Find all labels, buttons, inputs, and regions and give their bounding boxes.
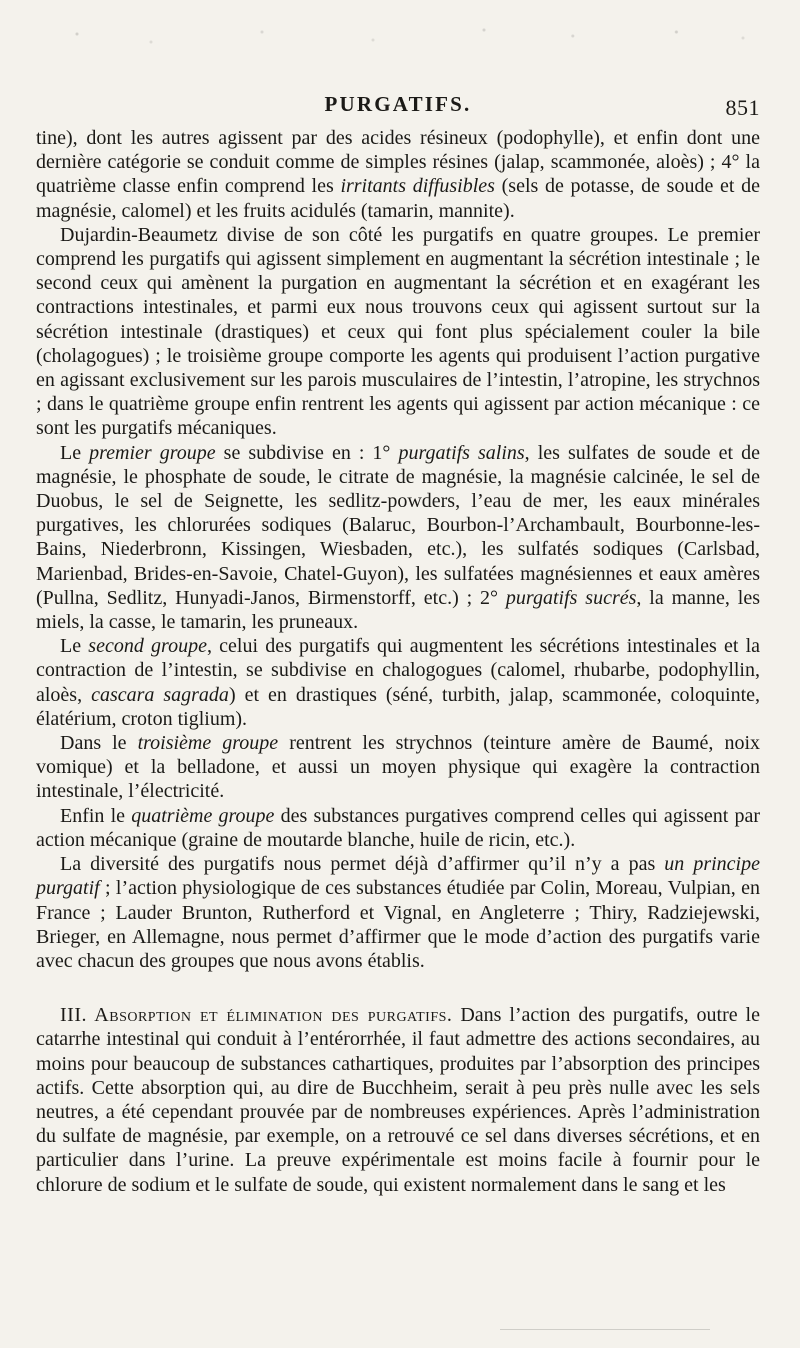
paragraph-first-group — [36, 441, 760, 635]
paragraph-text: Le — [60, 441, 90, 464]
running-title: PURGATIFS. — [324, 92, 472, 116]
paragraph-second-group — [36, 634, 760, 731]
paragraph-text: , la manne, les miels, la casse, le tamarin, les pruneaux. — [36, 586, 760, 634]
paragraph-text: Dans le — [60, 732, 138, 755]
page-header — [36, 92, 760, 122]
scan-footer-mark — [500, 1329, 710, 1332]
italic-term: irritants diffusibles — [340, 175, 495, 198]
italic-term: cascara sagrada — [91, 683, 229, 706]
paragraph-text: Le — [60, 635, 89, 658]
italic-term: un principe purgatif — [36, 853, 760, 900]
paragraph-text: Enfin le — [60, 804, 132, 827]
paragraph-text: rentrent les strychnos (teinture amère de Baumé, noix vomique) et la belladone, et aussi un moyen physique qui exagère la contraction intestinale, l’électricité. — [36, 732, 760, 803]
paragraph-text: La diversité des purgatifs nous permet déjà d’affirmer qu’il n’y a pas — [60, 853, 665, 876]
paragraph-absorption — [36, 1003, 760, 1197]
body-text — [36, 126, 760, 1197]
italic-term: quatrième groupe — [131, 804, 275, 827]
italic-term: second groupe — [88, 635, 207, 658]
paragraph-text: Dans l’action des purgatifs, outre le catarrhe intestinal qui conduit à l’entérorrhée, il faut admettre des actions secondaires, au moins pour beaucoup de substances cathartiques, produites par l’absorption des principes actifs. Cette absorption qui, au dire de Bucchheim, serait à peu près nulle avec les sels neutres, a été cependant prouvée par de nombreuses expériences. Après l’administration du sulfate de magnésie, par exemple, on a retrouvé ce sel dans diverses sécrétions, et en particulier dans l’urine. La preuve expérimentale est moins facile à fournir pour le chlorure de sodium et le sulfate de soude, qui existent normalement dans le sang et les — [36, 1004, 760, 1196]
page-number: 851 — [725, 95, 760, 120]
paragraph-text: ) et en drastiques (séné, turbith, jalap, scammonée, coloquinte, élatérium, croton tiglium). — [36, 683, 760, 730]
paragraph-text: se subdivise en : 1° — [215, 441, 399, 464]
paragraph-diversity — [36, 852, 760, 973]
scan-noise — [40, 18, 780, 58]
paragraph-text: des substances purgatives comprend celles qui agissent par action mécanique (graine de moutarde blanche, huile de ricin, etc.). — [36, 804, 761, 851]
paragraph-continuation — [36, 126, 760, 223]
paragraph-text: , les sulfates de soude et de magnésie, le phosphate de soude, le citrate de magnésie, la magnésie calcinée, le sel de Duobus, le sel de Seignette, les sedlitz-powders, l’eau de mer, les eaux minérales purgatives, les chlorurées sodiques (Balaruc, Bourbon-l’Archambault, Bourbonne-les-Bains, Niederbronn, Kissingen, Wiesbaden, etc.), les sulfatés sodiques (Carlsbad, Marienbad, Brides-en-Savoie, Chatel-Guyon), les sulfatées magnésiennes et eaux amères (Pullna, Sedlitz, Hunyadi-Janos, Birmenstorff, etc.) ; 2° — [36, 441, 760, 609]
italic-term: premier groupe — [89, 441, 216, 464]
section-title: III. Absorption et élimination des purgatifs. — [60, 1004, 453, 1027]
paragraph-dujardin: Dujardin-Beaumetz divise de son côté les purgatifs en quatre groupes. Le premier comprend les purgatifs qui agissent simplement en augmentant la sécrétion intestinale ; le second ceux qui amènent la purgation en augmentant la sécrétion et en exagérant les contractions intestinales, et parmi eux nous trouvons ceux qui agissent surtout sur la sécrétion intestinale (drastiques) et ceux qui font plus spécialement couler la bile (cholagogues) ; le troisième groupe comporte les agents qui produisent l’action purgative en agissant exclusivement sur les parois musculaires de l’intestin, l’atropine, les strychnos ; dans le quatrième groupe enfin rentrent les agents qui agissent par action mécanique : ce sont les purgatifs mécaniques. — [36, 223, 760, 440]
italic-term: purgatifs salins — [398, 441, 525, 464]
italic-term: troisième groupe — [137, 732, 279, 755]
italic-term: purgatifs sucrés — [505, 586, 637, 609]
paragraph-text: , celui des purgatifs qui augmentent les sécrétions intestinales et la contraction de l’intestin, se subdivise en chalogogues (calomel, rhubarbe, podophyllin, aloès, — [36, 635, 761, 706]
paragraph-third-group — [36, 731, 760, 804]
paragraph-text: tine), dont les autres agissent par des acides résineux (podophylle), et enfin dont une dernière catégorie se conduit comme de simples résines (jalap, scammonée, aloès) ; 4° la quatrième classe enfin comprend les — [36, 127, 760, 198]
paragraph-fourth-group — [36, 804, 760, 852]
paragraph-text: ; l’action physiologique de ces substances étudiée par Colin, Moreau, Vulpian, en France ; Lauder Brunton, Rutherford et Vignal, en Angleterre ; Thiry, Radziejewski, Brieger, en Allemagne, nous permet d’affirmer que le mode d’action des purgatifs varie avec chacun des groupes que nous avons établis. — [36, 877, 760, 972]
section-spacer — [36, 973, 760, 1003]
paragraph-text-end: (sels de potasse, de soude et de magnésie, calomel) et les fruits acidulés (tamarin, mannite). — [36, 175, 761, 222]
